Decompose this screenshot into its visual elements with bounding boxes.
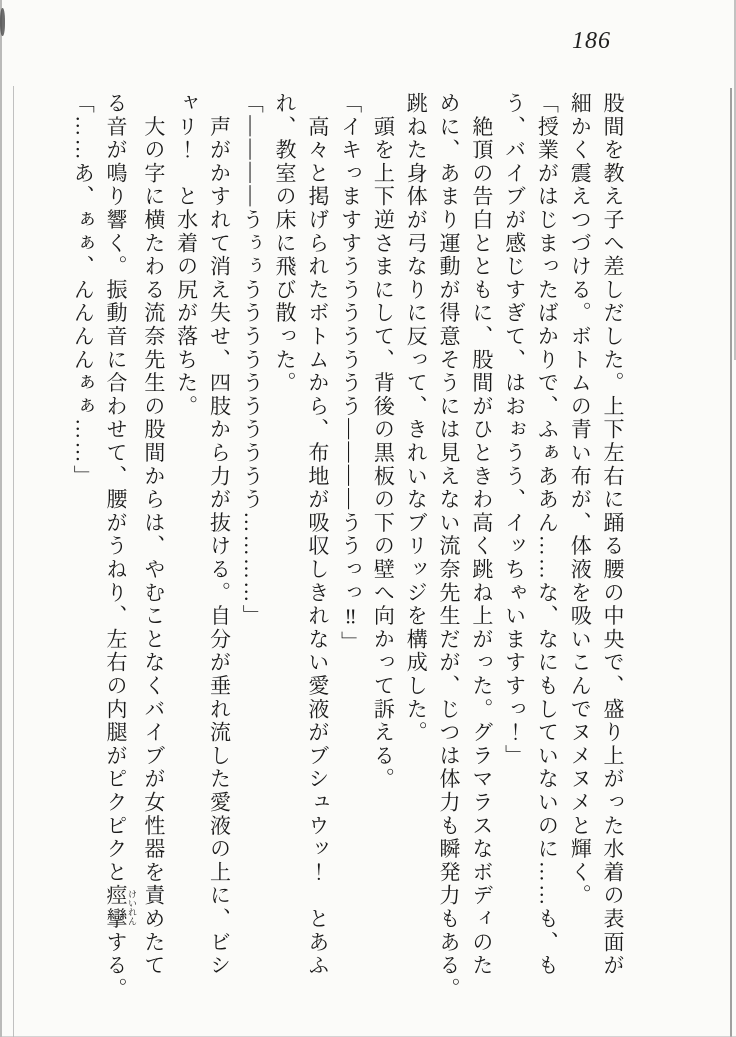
- text-line: 細かく震えつづける。ボトムの青い布が、体液を吸いこんでヌメヌメと輝く。: [568, 92, 593, 908]
- text-line: 高々と掲げられたボトムから、布地が吸収しきれない愛液がブシュウッ！ とあふ: [305, 92, 330, 978]
- text-line: う、バイブが感じすぎて、はおぉうう、イッちゃいますすっ！」: [502, 92, 527, 768]
- ruby-word: 痙攣 けいれん: [104, 884, 138, 931]
- page-rule-left: [13, 86, 14, 1037]
- page-number: 186: [572, 28, 611, 54]
- text-line: 頭を上下逆さまにして、背後の黒板の下の壁へ向かって訴える。: [371, 92, 396, 791]
- scan-edge-left: [0, 0, 2, 1037]
- ruby-reading: けいれん: [127, 884, 138, 931]
- page-rule-right: [730, 88, 732, 1037]
- text-line: れ、教室の床に飛び散った。: [273, 92, 298, 395]
- text-line: 跳ねた身体が弓なりに反って、きれいなブリッジを構成した。: [404, 92, 429, 745]
- text-line: 大の字に横たわる流奈先生の股間からは、やむことなくバイブが女性器を責めたて: [141, 92, 166, 978]
- text-line: 「――――うぅぅうううううううううう…………」: [240, 92, 265, 628]
- text-line: ャリ！ と水着の尻が落ちた。: [174, 92, 199, 419]
- text-line: る音が鳴り響く。振動音に合わせて、腰がうねり、左右の内腿がピクピクと痙攣 けいれんする。: [104, 92, 138, 1001]
- page-text: [71, 92, 629, 1012]
- text-line: 「授業がはじまったばかりで、ふぁああん……な、なにもしていないのに……も、も: [535, 92, 560, 978]
- text-line: めに、あまり運動が得意そうには見えない流奈先生だが、じつは体力も瞬発力もある。: [437, 92, 462, 1001]
- text-line: 「イキっますすううううううう――――ううっっ‼」: [338, 92, 363, 655]
- text-line: 絶頂の告白とともに、股間がひときわ高く跳ね上がった。グラマラスなボディのた: [469, 92, 494, 978]
- scan-corner-smudge: [0, 8, 5, 36]
- text-line: 「……あ、ぁぁ、んんんんぁぁ……」: [71, 92, 96, 489]
- text-line: 股間を教え子へ差しだした。上下左右に踊る腰の中央で、盛り上がった水着の表面が: [601, 92, 625, 978]
- text-line: 声がかすれて消え失せ、四肢から力が抜ける。自分が垂れ流した愛液の上に、ビシ: [207, 92, 232, 978]
